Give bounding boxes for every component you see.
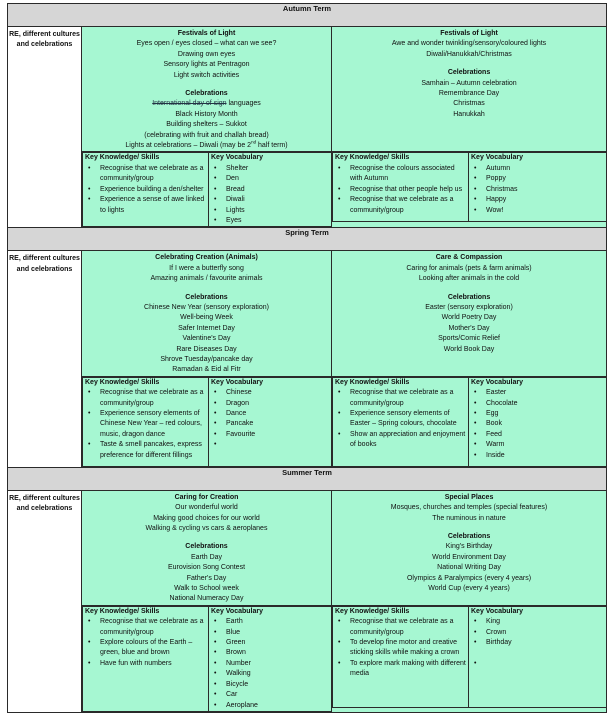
celebration-line: Valentine's Day xyxy=(182,335,231,343)
skills-vocab-row xyxy=(333,377,607,466)
skill-item: • To develop fine motor and creative sticking skills while making a crown xyxy=(347,638,468,659)
celebration-line: National Numeracy Day xyxy=(169,595,244,603)
vocab-item: • Chinese xyxy=(223,388,331,398)
celebrations-heading: Celebrations xyxy=(447,69,491,77)
spacer xyxy=(332,285,606,293)
vocab-column xyxy=(209,606,332,711)
celebrations-heading: Celebrations xyxy=(185,543,228,551)
topic-cell-left xyxy=(82,251,332,376)
celebration-line: Father's Day xyxy=(186,574,227,582)
vocab-item: • Walking xyxy=(223,669,331,679)
skills-vocab-table xyxy=(332,606,606,708)
celebration-line: Remembrance Day xyxy=(438,90,500,98)
topic-cell-left xyxy=(82,490,332,605)
skill-item: • Show an appreciation and enjoyment of books xyxy=(347,430,468,451)
skills-column xyxy=(333,377,469,466)
vocab-item: • Bread xyxy=(223,185,331,195)
vocab-list xyxy=(469,164,606,216)
subject-label: RE, different cultures and celebrations xyxy=(8,251,82,467)
skill-item: • Have fun with numbers xyxy=(97,659,208,669)
topic-line: Sensory lights at Pentragon xyxy=(163,61,250,69)
skills-vocab-cell-right xyxy=(332,605,607,712)
celebration-line: Olympics & Paralympics (every 4 years) xyxy=(406,574,532,582)
topic-heading: Special Places xyxy=(444,493,494,501)
vocab-item: • Shelter xyxy=(223,164,331,174)
skills-vocab-table xyxy=(332,152,606,222)
spacer xyxy=(82,81,331,89)
vocab-item: • Aeroplane xyxy=(223,701,331,711)
topic-heading: Celebrating Creation (Animals) xyxy=(155,254,258,262)
topic-heading: Festivals of Light xyxy=(177,30,236,37)
celebration-line: Rare Diseases Day xyxy=(176,345,237,353)
vocab-list xyxy=(469,617,606,669)
celebration-line: Black History Month xyxy=(175,110,238,118)
skill-item: • Recognise that we celebrate as a community/group xyxy=(97,388,208,409)
skill-item: • Recognise that we celebrate as a community/group xyxy=(347,195,468,216)
vocab-item: • Pancake xyxy=(223,419,331,429)
celebration-line: Walk to School week xyxy=(174,585,239,593)
vocab-item: • Earth xyxy=(223,617,331,627)
skills-vocab-table xyxy=(82,377,331,467)
skill-item: • Recognise that we celebrate as a community/group xyxy=(97,164,208,185)
vocab-column xyxy=(469,606,607,707)
skill-item: • Recognise that we celebrate as a community/group xyxy=(347,388,468,409)
vocab-item: • Christmas xyxy=(483,185,606,195)
vocab-item: • Inside xyxy=(483,451,606,461)
topic-cell-right xyxy=(332,251,607,376)
skills-column xyxy=(83,606,209,711)
topic-line: Our wonderful world xyxy=(175,504,238,512)
term-content-row xyxy=(8,490,607,605)
celebration-text: Lights at celebrations – Diwali (may be 2 xyxy=(125,142,252,150)
vocab-list xyxy=(209,388,331,450)
spacer xyxy=(332,524,606,532)
celebration-line: (celebrating with fruit and challah bread) xyxy=(144,131,269,139)
skill-item: • Taste & smell pancakes, express preference for different fillings xyxy=(97,440,208,461)
celebration-line xyxy=(82,99,331,109)
topic-line: Drawing own eyes xyxy=(177,50,236,58)
topic-line: The numinous in nature xyxy=(432,514,506,522)
celebrations-heading: Celebrations xyxy=(447,533,491,540)
vocab-list xyxy=(209,164,331,226)
subject-label: RE, different cultures and celebrations xyxy=(8,490,82,712)
skills-column xyxy=(333,606,469,707)
vocab-column xyxy=(469,377,607,466)
celebration-line: Shrove Tuesday/pancake day xyxy=(160,355,253,363)
skills-list xyxy=(83,617,208,669)
skills-list xyxy=(83,388,208,461)
celebration-line: National Writing Day xyxy=(437,564,501,572)
celebration-line: Samhain – Autumn celebration xyxy=(421,79,517,87)
vocab-list xyxy=(469,388,606,461)
celebration-line: Chinese New Year (sensory exploration) xyxy=(144,303,269,311)
topic-line: Mosques, churches and temples (special features) xyxy=(390,504,548,512)
topic-cell-left xyxy=(82,27,332,152)
vocab-item: • Crown xyxy=(483,628,606,638)
celebration-line: Ramadan & Eid al Fitr xyxy=(172,366,241,374)
skills-list xyxy=(333,388,468,450)
spacer xyxy=(82,534,331,542)
vocab-item: • Chocolate xyxy=(483,399,606,409)
skills-vocab-row xyxy=(83,153,332,227)
term-header-row xyxy=(8,4,607,27)
vocab-heading: Key Vocabulary xyxy=(211,154,264,162)
term-header-row xyxy=(8,228,607,251)
struck-text: International day of sign xyxy=(152,100,227,108)
celebration-line: Eurovision Song Contest xyxy=(167,564,246,572)
skill-item: • Recognise the colours associated with Autumn xyxy=(347,164,468,185)
skills-heading: Key Knowledge/ Skills xyxy=(85,378,160,386)
skills-vocab-cell-left xyxy=(82,605,332,712)
skill-item: • Recognise that we celebrate as a community/group xyxy=(347,617,468,638)
vocab-list xyxy=(209,617,331,711)
vocab-item: • Den xyxy=(223,174,331,184)
vocab-item: • Warm xyxy=(483,440,606,450)
vocab-item: • Favourite xyxy=(223,430,331,440)
celebration-text: languages xyxy=(226,100,261,108)
celebration-line: Well-being Week xyxy=(180,314,233,322)
topic-line: Walking & cycling vs cars & aeroplanes xyxy=(145,525,268,532)
skills-column xyxy=(333,153,469,222)
vocab-item: • Eyes xyxy=(223,216,331,226)
topic-line: Light switch activities xyxy=(173,71,240,79)
term-title: Summer Term xyxy=(8,467,607,490)
vocab-column xyxy=(469,153,607,222)
vocab-item: • Birthday xyxy=(483,638,606,648)
skills-vocab-cell-right xyxy=(332,376,607,467)
topic-heading: Caring for Creation xyxy=(174,493,239,501)
vocab-column xyxy=(209,377,332,466)
vocab-heading: Key Vocabulary xyxy=(211,607,264,615)
topic-heading: Care & Compassion xyxy=(435,254,503,262)
vocab-item: • Bicycle xyxy=(223,680,331,690)
skills-heading: Key Knowledge/ Skills xyxy=(335,378,410,386)
celebration-line: World Poetry Day xyxy=(441,314,497,322)
topic-line: Eyes open / eyes closed – what can we see? xyxy=(136,40,277,48)
skill-item: • Recognise that we celebrate as a community/group xyxy=(97,617,208,638)
vocab-heading: Key Vocabulary xyxy=(471,378,524,386)
term-content-row xyxy=(8,251,607,376)
celebration-line: World Environment Day xyxy=(432,553,506,561)
celebration-line: Hanukkah xyxy=(453,110,485,118)
skills-heading: Key Knowledge/ Skills xyxy=(335,607,410,615)
topic-line: Amazing animals / favourite animals xyxy=(150,275,263,283)
topic-line: Diwali/Hanukkah/Christmas xyxy=(426,50,512,58)
celebration-line: Earth Day xyxy=(190,553,223,561)
vocab-item: • Book xyxy=(483,419,606,429)
skills-heading: Key Knowledge/ Skills xyxy=(335,154,410,162)
vocab-item: • Car xyxy=(223,690,331,700)
vocab-column xyxy=(209,153,332,227)
vocab-item xyxy=(483,659,606,669)
topic-line: Awe and wonder twinkling/sensory/coloured lights xyxy=(391,40,547,48)
term-title: Spring Term xyxy=(8,228,607,251)
topic-line: Making good choices for our world xyxy=(153,514,260,522)
vocab-item: • Green xyxy=(223,638,331,648)
celebrations-heading: Celebrations xyxy=(447,293,491,301)
vocab-item: • Wow! xyxy=(483,206,606,216)
celebration-line: World Book Day xyxy=(443,345,495,353)
topic-line: If I were a butterfly song xyxy=(169,264,244,272)
spacer xyxy=(332,60,606,68)
vocab-item: • Easter xyxy=(483,388,606,398)
vocab-item: • King xyxy=(483,617,606,627)
vocab-item: • Brown xyxy=(223,648,331,658)
vocab-item: • Egg xyxy=(483,409,606,419)
vocab-heading: Key Vocabulary xyxy=(471,607,524,615)
term-skills-row xyxy=(8,152,607,228)
celebrations-heading: Celebrations xyxy=(185,90,228,98)
celebration-line: Building shelters – Sukkot xyxy=(166,121,247,129)
skills-heading: Key Knowledge/ Skills xyxy=(85,607,160,615)
term-content-row xyxy=(8,27,607,152)
vocab-item: • Poppy xyxy=(483,174,606,184)
vocab-item xyxy=(223,440,331,450)
skills-vocab-cell-left xyxy=(82,376,332,467)
skills-list xyxy=(333,617,468,679)
celebration-line: Mother's Day xyxy=(448,324,490,332)
skills-vocab-row xyxy=(333,606,607,707)
curriculum-table xyxy=(7,3,607,713)
term-header-row xyxy=(8,467,607,490)
celebration-line: Sports/Comic Relief xyxy=(438,335,500,343)
celebration-line: King's Birthday xyxy=(445,543,493,551)
skill-item: • Experience sensory elements of Chinese New Year – red colours, music, dragon dance xyxy=(97,409,208,440)
topic-heading: Festivals of Light xyxy=(440,30,498,37)
skill-item: • Explore colours of the Earth – green, blue and brown xyxy=(97,638,208,659)
skills-vocab-table xyxy=(82,606,331,712)
skills-list xyxy=(333,164,468,216)
celebrations-heading: Celebrations xyxy=(185,293,228,301)
term-skills-row xyxy=(8,605,607,712)
celebration-line: World Cup (every 4 years) xyxy=(428,585,510,593)
spacer xyxy=(82,285,331,293)
topic-line: Caring for animals (pets & farm animals) xyxy=(406,264,532,272)
skill-item: • To explore mark making with different media xyxy=(347,659,468,680)
skill-item: • Experience sensory elements of Easter – Spring colours, chocolate xyxy=(347,409,468,430)
celebration-line: Easter (sensory exploration) xyxy=(425,303,513,311)
vocab-item: • Happy xyxy=(483,195,606,205)
skills-vocab-row xyxy=(333,153,607,222)
skills-vocab-row xyxy=(83,377,332,466)
subject-label: RE, different cultures and celebrations xyxy=(8,27,82,228)
vocab-item: • Dance xyxy=(223,409,331,419)
superscript: nd xyxy=(251,139,257,145)
topic-cell-right xyxy=(332,490,607,605)
skills-vocab-table xyxy=(82,152,331,227)
celebration-line: Christmas xyxy=(453,100,485,108)
skills-column xyxy=(83,377,209,466)
vocab-item: • Dragon xyxy=(223,399,331,409)
skills-vocab-cell-left xyxy=(82,152,332,228)
skills-vocab-cell-right xyxy=(332,152,607,228)
vocab-item: • Feed xyxy=(483,430,606,440)
vocab-heading: Key Vocabulary xyxy=(211,378,264,386)
vocab-item: • Autumn xyxy=(483,164,606,174)
term-title: Autumn Term xyxy=(8,4,607,27)
celebration-line xyxy=(82,141,331,151)
skills-vocab-table xyxy=(332,377,606,467)
skill-item: • Experience a sense of awe linked to lights xyxy=(97,195,208,216)
vocab-item: • Diwali xyxy=(223,195,331,205)
skill-item: • Recognise that other people help us xyxy=(347,185,468,195)
skills-list xyxy=(83,164,208,216)
skills-vocab-row xyxy=(83,606,332,711)
celebration-text: half term) xyxy=(256,142,288,150)
vocab-heading: Key Vocabulary xyxy=(471,154,524,162)
celebration-line: Safer Internet Day xyxy=(178,324,235,332)
topic-line: Looking after animals in the cold xyxy=(418,275,520,283)
vocab-item: • Blue xyxy=(223,628,331,638)
topic-cell-right xyxy=(332,27,607,152)
vocab-item: • Number xyxy=(223,659,331,669)
skills-column xyxy=(83,153,209,227)
skills-heading: Key Knowledge/ Skills xyxy=(85,154,160,162)
vocab-item: • Lights xyxy=(223,206,331,216)
term-skills-row xyxy=(8,376,607,467)
skill-item: • Experience building a den/shelter xyxy=(97,185,208,195)
